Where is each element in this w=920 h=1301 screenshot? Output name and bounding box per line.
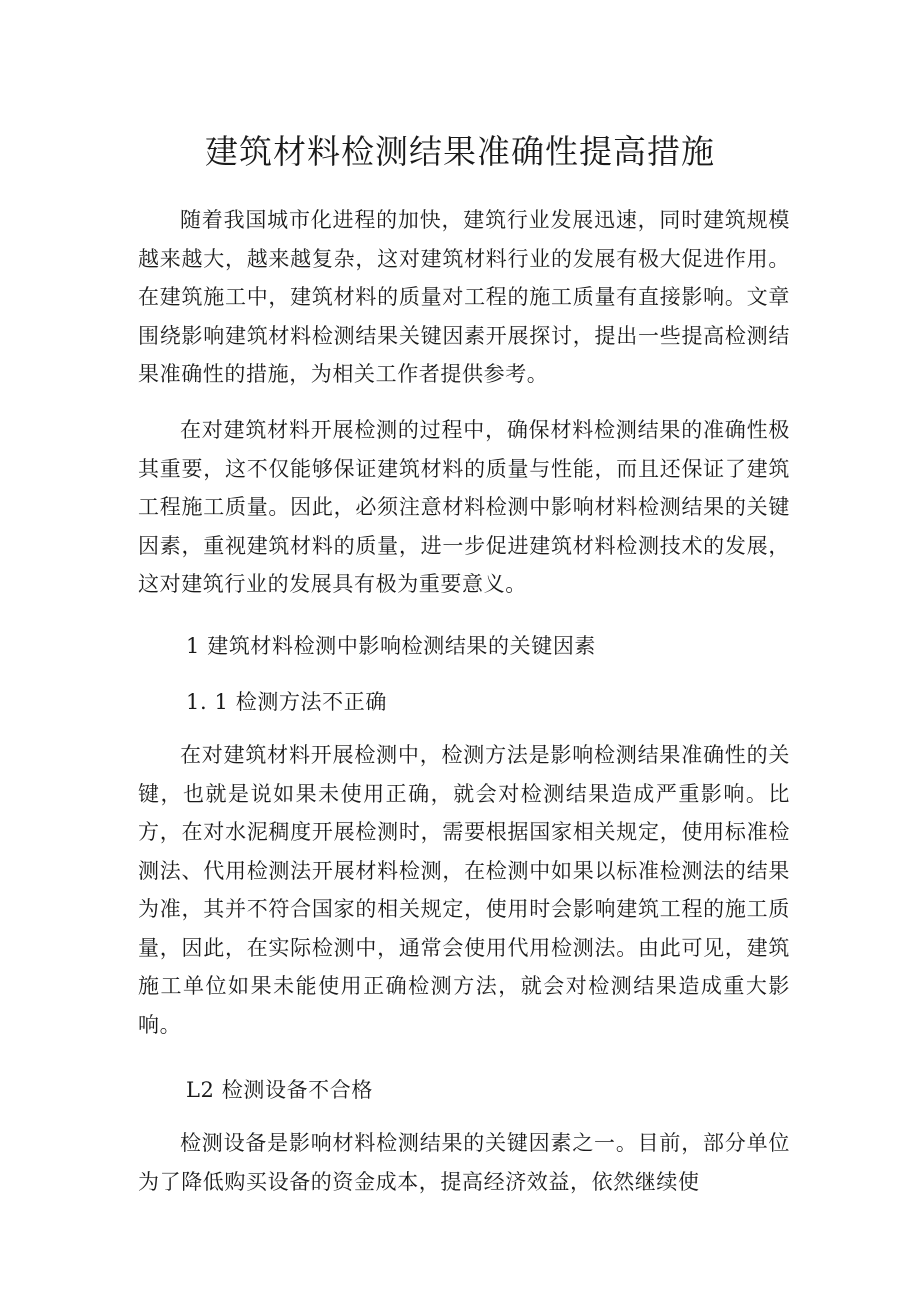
paragraph-importance: 在对建筑材料开展检测的过程中，确保材料检测结果的准确性极其重要，这不仅能够保证建筑材料的质量与性能，而且还保证了建筑工程施工质量。因此，必须注意材料检测中影响材料检测结果的关键因素，重视建筑材料的质量，进一步促进建筑材料检测技术的发展，这对建筑行业的发展具有极为重要意义。	[138, 418, 790, 596]
subsection-heading-1-2: L2 检测设备不合格	[186, 1078, 373, 1102]
paragraph-test-equipment: 检测设备是影响材料检测结果的关键因素之一。目前，部分单位为了降低购买设备的资金成本，提高经济效益，依然继续使	[138, 1131, 790, 1194]
document-title: 建筑材料检测结果准确性提高措施	[205, 132, 715, 171]
section-heading-1: 1 建筑材料检测中影响检测结果的关键因素	[186, 634, 597, 658]
subsection-heading-1-1: 1. 1 检测方法不正确	[186, 690, 387, 714]
paragraph-intro: 随着我国城市化进程的加快，建筑行业发展迅速，同时建筑规模越来越大，越来越复杂，这对建筑材料行业的发展有极大促进作用。在建筑施工中，建筑材料的质量对工程的施工质量有直接影响。文章围绕影响建筑材料检测结果关键因素开展探讨，提出一些提高检测结果准确性的措施，为相关工作者提供参考。	[138, 208, 790, 386]
paragraph-test-method: 在对建筑材料开展检测中，检测方法是影响检测结果准确性的关键，也就是说如果未使用正确，就会对检测结果造成严重影响。比方，在对水泥稠度开展检测时，需要根据国家相关规定，使用标准检测法、代用检测法开展材料检测，在检测中如果以标准检测法的结果为准，其并不符合国家的相关规定，使用时会影响建筑工程的施工质量，因此，在实际检测中，通常会使用代用检测法。由此可见，建筑施工单位如果未能使用正确检测方法，就会对检测结果造成重大影响。	[138, 743, 790, 1037]
